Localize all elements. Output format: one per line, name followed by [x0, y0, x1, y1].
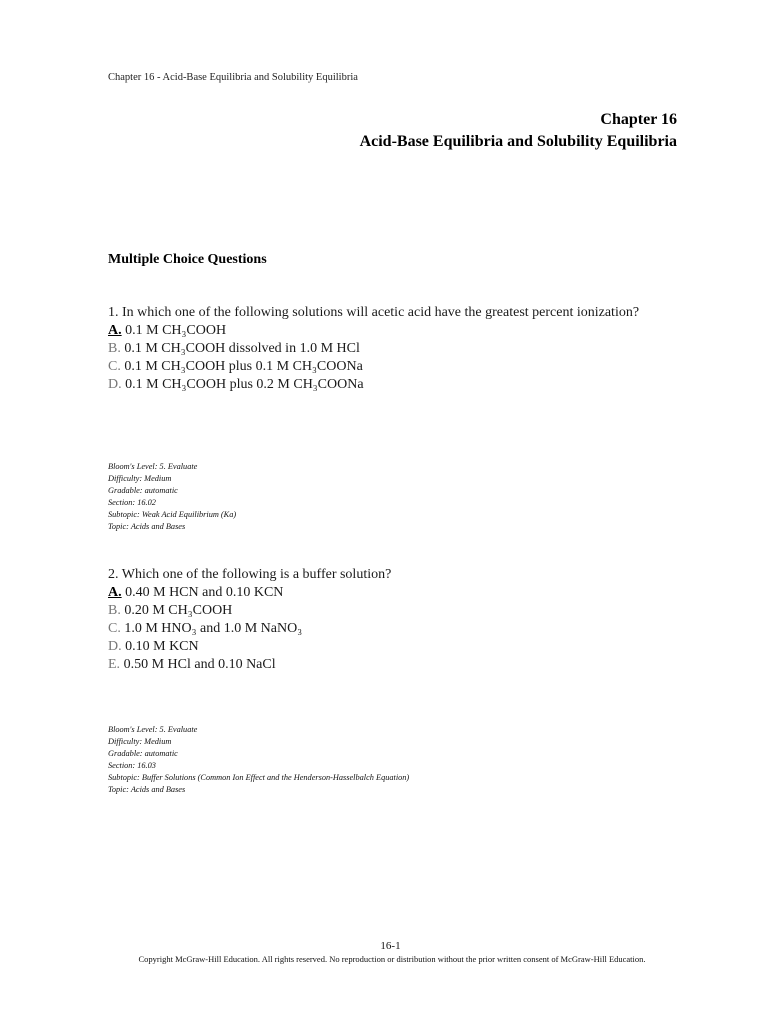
- chapter-title: Acid-Base Equilibria and Solubility Equilibria: [359, 133, 677, 150]
- answer-option-a: [108, 322, 678, 340]
- meta-difficulty: Difficulty: Medium: [108, 474, 172, 483]
- option-text: 1.0 M HNO₃ and 1.0 M NaNO₃: [124, 621, 303, 636]
- answer-option-c: [108, 620, 678, 638]
- option-text: 0.50 M HCl and 0.10 NaCl: [123, 657, 276, 672]
- meta-gradable: Gradable: automatic: [108, 486, 178, 495]
- option-text: 0.1 M CH₃COOH plus 0.1 M CH₃COONa: [124, 359, 363, 374]
- answer-option-b: [108, 602, 678, 620]
- option-letter: C.: [108, 621, 121, 636]
- meta-subtopic: Subtopic: Buffer Solutions (Common Ion Effect and the Henderson-Hasselbalch Equation): [108, 773, 410, 782]
- section-heading: Multiple Choice Questions: [108, 252, 267, 267]
- option-letter: C.: [108, 359, 121, 374]
- question-1: [108, 304, 678, 394]
- copyright-notice: Copyright McGraw-Hill Education. All rights reserved. No reproduction or distribution without the prior written consent of McGraw-Hill Education.: [138, 954, 646, 964]
- answer-option-b: [108, 340, 678, 358]
- option-text: 0.20 M CH₃COOH: [124, 603, 233, 618]
- option-letter: B.: [108, 603, 121, 618]
- chapter-title-block: [360, 109, 677, 153]
- meta-topic: Topic: Acids and Bases: [108, 522, 186, 531]
- option-text: 0.10 M KCN: [125, 639, 199, 654]
- meta-blooms-level: Bloom's Level: 5. Evaluate: [108, 462, 198, 471]
- meta-section: Section: 16.02: [108, 498, 156, 507]
- meta-difficulty: Difficulty: Medium: [108, 737, 172, 746]
- question-stem: 2. Which one of the following is a buffer solution?: [108, 567, 392, 582]
- chapter-number: Chapter 16: [600, 111, 677, 128]
- meta-subtopic: Subtopic: Weak Acid Equilibrium (Ka): [108, 510, 237, 519]
- option-letter: B.: [108, 341, 121, 356]
- option-text: 0.1 M CH₃COOH dissolved in 1.0 M HCl: [124, 341, 360, 356]
- option-text: 0.40 M HCN and 0.10 KCN: [125, 585, 284, 600]
- option-letter: A.: [108, 323, 122, 338]
- question-2-metadata: [108, 724, 409, 796]
- answer-option-d: [108, 638, 678, 656]
- page-number: 16-1: [380, 940, 401, 952]
- question-2: [108, 566, 678, 674]
- option-text: 0.1 M CH₃COOH plus 0.2 M CH₃COONa: [125, 377, 364, 392]
- meta-gradable: Gradable: automatic: [108, 749, 178, 758]
- option-letter: A.: [108, 585, 122, 600]
- answer-option-e: [108, 656, 678, 674]
- option-letter: D.: [108, 639, 122, 654]
- answer-option-d: [108, 376, 678, 394]
- meta-blooms-level: Bloom's Level: 5. Evaluate: [108, 725, 198, 734]
- option-text: 0.1 M CH₃COOH: [125, 323, 227, 338]
- answer-option-c: [108, 358, 678, 376]
- answer-option-a: [108, 584, 678, 602]
- option-letter: D.: [108, 377, 122, 392]
- running-header: Chapter 16 - Acid-Base Equilibria and Solubility Equilibria: [108, 72, 358, 83]
- meta-topic: Topic: Acids and Bases: [108, 785, 186, 794]
- question-stem: 1. In which one of the following solutions will acetic acid have the greatest percent ionization?: [108, 305, 640, 320]
- question-1-metadata: [108, 461, 236, 533]
- option-letter: E.: [108, 657, 121, 672]
- meta-section: Section: 16.03: [108, 761, 156, 770]
